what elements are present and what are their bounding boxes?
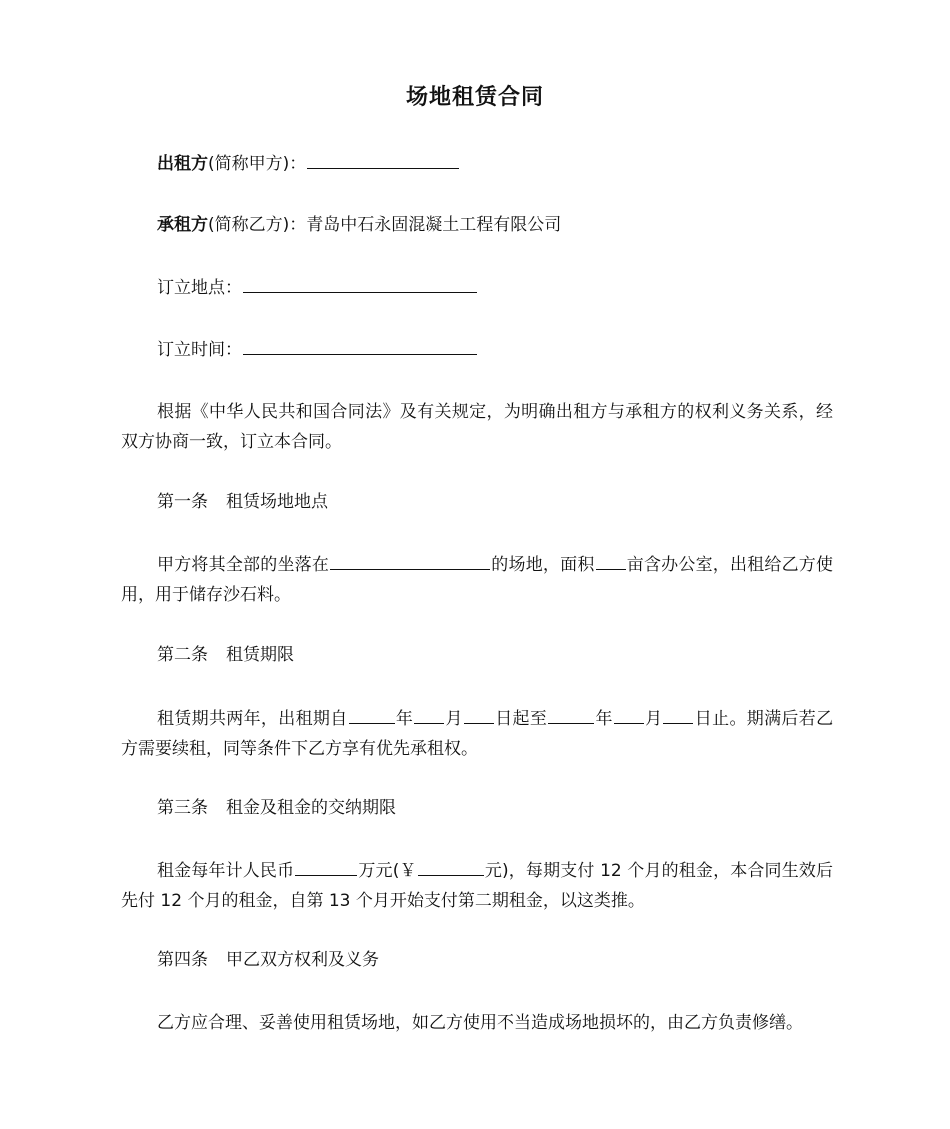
page-title: 场地租赁合同 bbox=[405, 85, 544, 110]
start-month-blank bbox=[414, 703, 444, 724]
preamble-paragraph: 根据《中华人民共和国合同法》及有关规定，为明确出租方与承租方的权利义务关系，经双方协商一致，订立本合同。 bbox=[121, 402, 833, 452]
article2-text-2: 日止。期满后若乙方需要续租，同等条件下乙方享有优先承租权。 bbox=[121, 709, 834, 759]
sign-place-label: 订立地点： bbox=[157, 278, 242, 298]
article1-text-2: 的场地，面积 bbox=[491, 555, 595, 575]
sign-time-label: 订立时间： bbox=[157, 340, 242, 360]
sign-place-line bbox=[157, 272, 478, 303]
article1-text-1: 甲方将其全部的坐落在 bbox=[157, 555, 330, 575]
article1-area-blank bbox=[596, 549, 626, 570]
article1-text-3: 亩含办公室，出租给乙方使用，用于储存沙石料。 bbox=[121, 555, 834, 605]
lessee-line bbox=[157, 210, 561, 240]
sign-time-blank bbox=[243, 334, 477, 355]
lessor-blank bbox=[307, 148, 459, 169]
article4-paragraph: 乙方应合理、妥善使用租赁场地，如乙方使用不当造成场地损坏的，由乙方负责修缮。 bbox=[157, 1013, 803, 1033]
article1-number: 第一条 bbox=[157, 492, 208, 512]
article2-paragraph bbox=[121, 703, 833, 764]
article1-paragraph bbox=[121, 549, 833, 610]
end-day-blank bbox=[663, 703, 693, 724]
article4-heading bbox=[157, 945, 379, 975]
article2-number: 第二条 bbox=[157, 645, 208, 665]
article4-number: 第四条 bbox=[157, 950, 208, 970]
lessor-suffix: (简称甲方)： bbox=[208, 154, 307, 174]
start-day-label: 日起至 bbox=[494, 709, 548, 729]
lessee-value: 青岛中石永固混凝土工程有限公司 bbox=[306, 215, 562, 235]
article1-heading bbox=[157, 487, 328, 517]
article1-location-blank bbox=[330, 549, 490, 570]
lessor-label: 出租方 bbox=[157, 154, 208, 174]
start-year-blank bbox=[349, 703, 395, 724]
article3-title: 租金及租金的交纳期限 bbox=[226, 798, 396, 818]
sign-time-line bbox=[157, 334, 478, 365]
lessee-suffix: (简称乙方)： bbox=[208, 215, 307, 235]
article3-text-1: 租金每年计人民币 bbox=[157, 861, 295, 881]
article2-text-1: 租赁期共两年，出租期自 bbox=[157, 709, 348, 729]
article1-title: 租赁场地地点 bbox=[226, 492, 328, 512]
article2-title: 租赁期限 bbox=[226, 645, 294, 665]
article3-heading bbox=[157, 793, 396, 823]
article4-title: 甲乙双方权利及义务 bbox=[226, 950, 379, 970]
end-year-blank bbox=[548, 703, 594, 724]
article3-number: 第三条 bbox=[157, 798, 208, 818]
rent-numeric-blank bbox=[418, 855, 484, 876]
end-month-label: 月 bbox=[644, 709, 663, 729]
lessor-line bbox=[157, 148, 460, 179]
rent-amount-blank bbox=[295, 855, 357, 876]
start-day-blank bbox=[464, 703, 494, 724]
end-year-label: 年 bbox=[595, 709, 613, 729]
start-year-label: 年 bbox=[395, 709, 414, 729]
lessee-label: 承租方 bbox=[157, 215, 208, 235]
article3-text-2: 万元(￥ bbox=[358, 861, 417, 881]
sign-place-blank bbox=[243, 272, 477, 293]
article2-heading bbox=[157, 640, 294, 670]
end-month-blank bbox=[614, 703, 644, 724]
start-month-label: 月 bbox=[445, 709, 463, 729]
article3-paragraph bbox=[121, 855, 833, 916]
article3-text-3: 元)，每期支付 12 个月的租金，本合同生效后先付 12 个月的租金，自第 13 个月开始支付第二期租金，以这类推。 bbox=[121, 861, 834, 911]
